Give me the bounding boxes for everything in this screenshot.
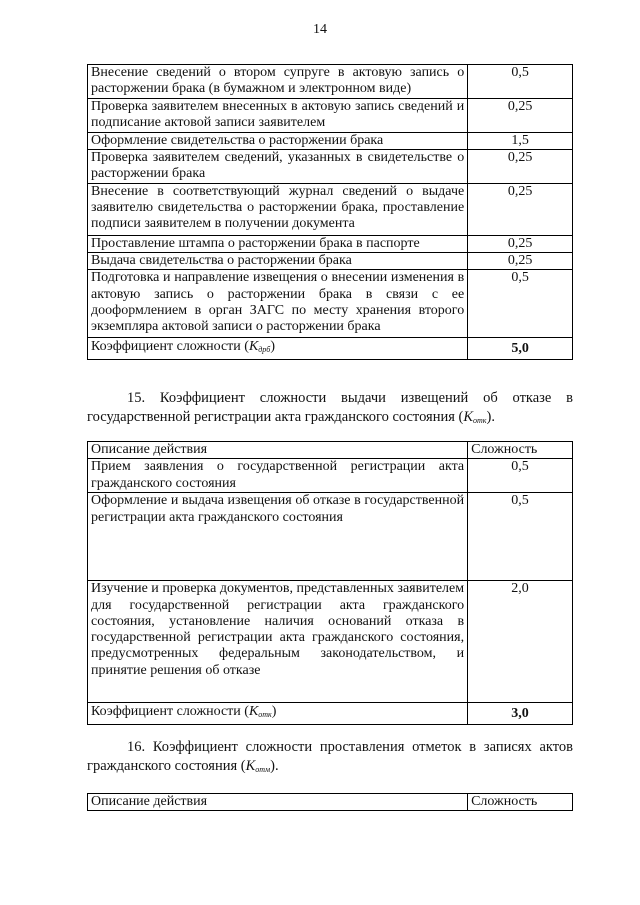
table-total-row (88, 338, 573, 360)
action-description: Оформление свидетельства о расторжении брака (88, 132, 468, 149)
action-description: Проставление штампа о расторжении брака в паспорте (88, 235, 468, 252)
table-row (88, 493, 573, 581)
complexity-table-divorce (87, 64, 573, 360)
action-description: Подготовка и направление извещения о внесении изменения в актовую запись о расторжении брака в связи с ее дооформлением в орган ЗАГС по месту хранения второго экземпляра актовой записи о расторжении брака (88, 270, 468, 338)
complexity-table-refusal (87, 441, 573, 725)
complexity-value: 0,25 (468, 183, 573, 235)
section-15-paragraph: 15. Коэффициент сложности выдачи извещений об отказе в государственной регистрации акта гражданского состояния $(К_{отк})$. (87, 390, 573, 425)
complexity-value: 0,5 (468, 493, 573, 581)
action-description: Оформление и выдача извещения об отказе в государственной регистрации акта гражданского состояния (88, 493, 468, 581)
table-header-row (88, 442, 573, 459)
complexity-value: 2,0 (468, 581, 573, 703)
table-header-row (88, 794, 573, 811)
total-value: 3,0 (468, 703, 573, 725)
total-label: Коэффициент сложности $(К_{отк})$ (88, 703, 468, 725)
page-number: 14 (313, 22, 327, 37)
table-row (88, 149, 573, 183)
section-16-paragraph: 16. Коэффициент сложности проставления отметок в записях актов гражданского состояния $(К_{отм})$. (87, 739, 573, 774)
column-header-description: Описание действия (88, 442, 468, 459)
table-total-row (88, 703, 573, 725)
complexity-value: 0,25 (468, 235, 573, 252)
total-label: Коэффициент сложности $(К_{дрб})$ (88, 338, 468, 360)
column-header-complexity: Сложность (468, 794, 573, 811)
action-description: Внесение в соответствующий журнал сведений о выдаче заявителю свидетельства о расторжении брака, проставление подписи заявителем в получении документа (88, 183, 468, 235)
complexity-value: 1,5 (468, 132, 573, 149)
table-row (88, 581, 573, 703)
complexity-value: 0,25 (468, 98, 573, 132)
table-row (88, 253, 573, 270)
complexity-value: 0,25 (468, 253, 573, 270)
action-description: Проверка заявителем внесенных в актовую запись сведений и подписание актовой записи заявителем (88, 98, 468, 132)
table-row (88, 235, 573, 252)
column-header-complexity: Сложность (468, 442, 573, 459)
total-value: 5,0 (468, 338, 573, 360)
table-row (88, 65, 573, 99)
action-description: Изучение и проверка документов, представленных заявителем для государственной регистрации акта гражданского состояния, установление наличия оснований отказа в государственной регистрации акта гражданского состояния, предусмотренных федеральным законодательством, и принятие решения об отказе (88, 581, 468, 703)
table-row (88, 459, 573, 493)
column-header-description: Описание действия (88, 794, 468, 811)
action-description: Внесение сведений о втором супруге в актовую запись о расторжении брака (в бумажном и электронном виде) (88, 65, 468, 99)
complexity-value: 0,25 (468, 149, 573, 183)
action-description: Проверка заявителем сведений, указанных в свидетельстве о расторжении брака (88, 149, 468, 183)
complexity-value: 0,5 (468, 459, 573, 493)
action-description: Выдача свидетельства о расторжении брака (88, 253, 468, 270)
table-row (88, 132, 573, 149)
complexity-value: 0,5 (468, 270, 573, 338)
complexity-table-marks (87, 793, 573, 811)
table-row (88, 98, 573, 132)
table-row (88, 270, 573, 338)
action-description: Прием заявления о государственной регистрации акта гражданского состояния (88, 459, 468, 493)
complexity-value: 0,5 (468, 65, 573, 99)
table-row (88, 183, 573, 235)
